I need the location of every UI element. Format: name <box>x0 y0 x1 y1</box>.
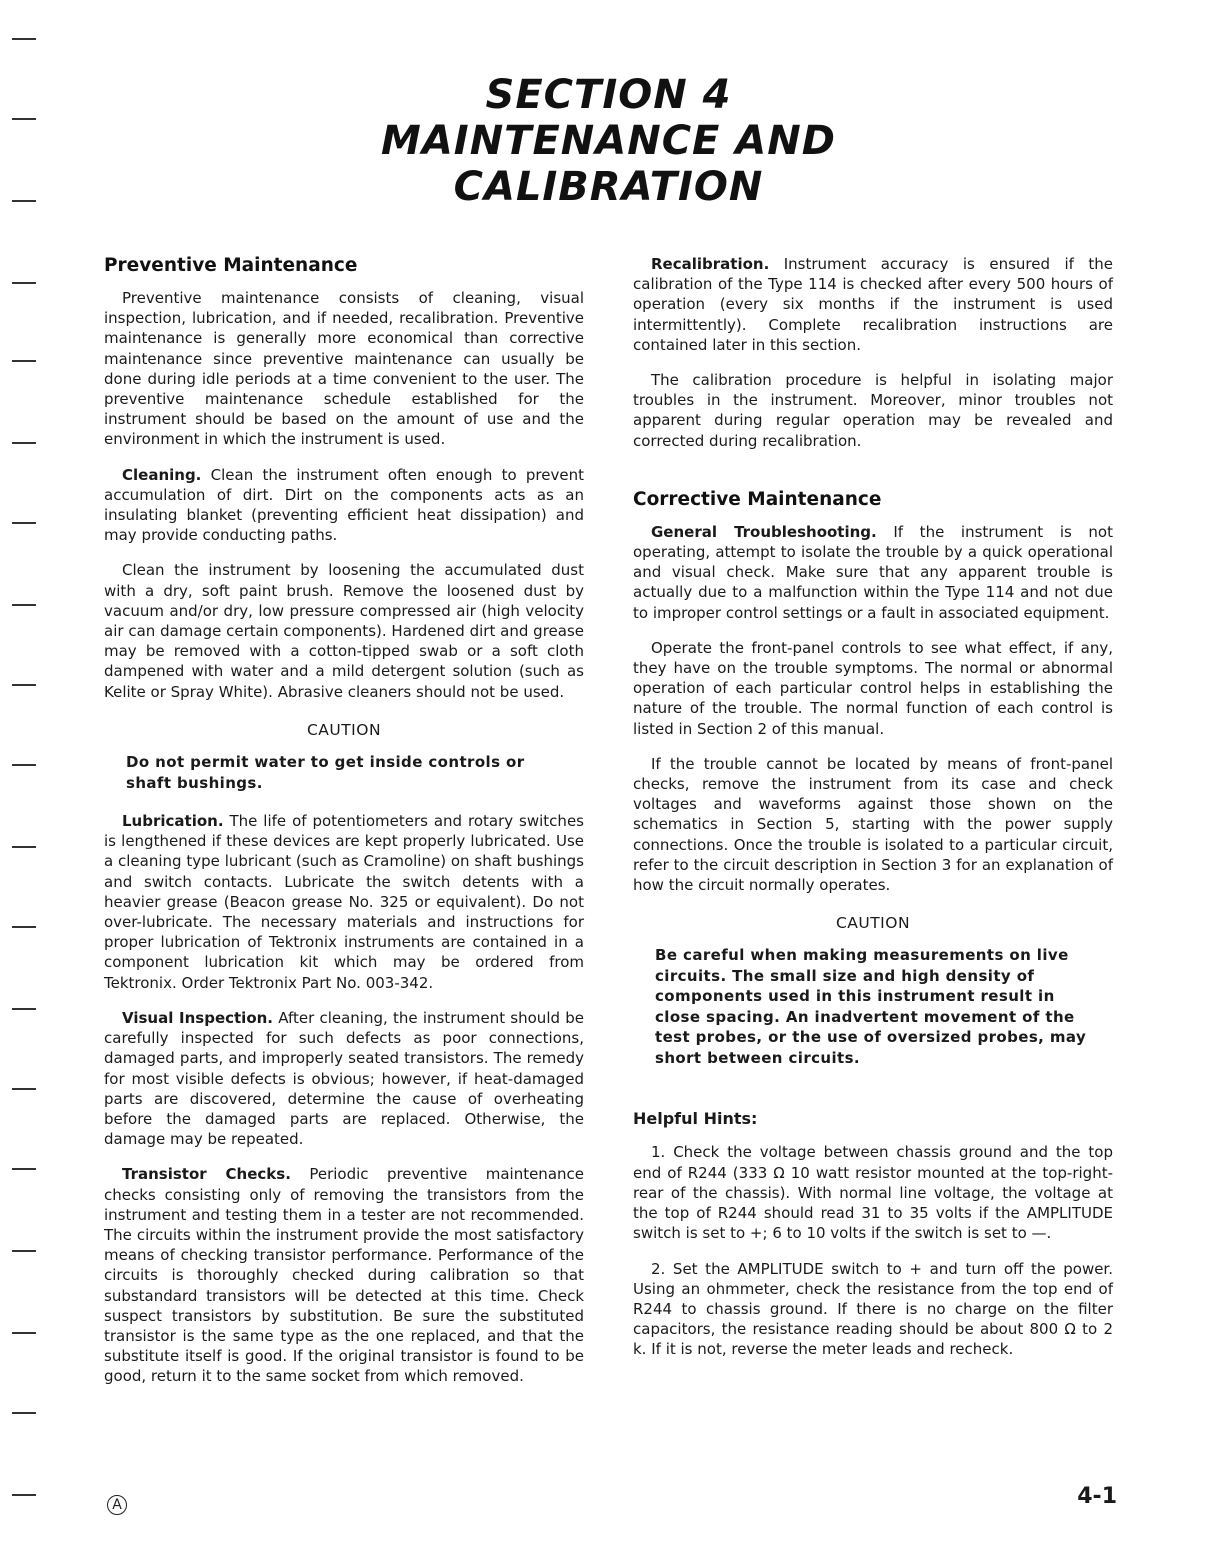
heading-preventive-maintenance: Preventive Maintenance <box>104 255 358 276</box>
lead-visual-inspection: Visual Inspection. <box>122 1008 274 1027</box>
paragraph-cleaning-2: Clean the instrument by loosening the accumulated dust with a dry, soft paint brush. Remove the loosened dust by vacuum and/or dry, low pressure compressed air (high velocity air can damage certain components). Hardened dirt and grease may be removed with a cotton-tipped swab or a soft cloth dampened with water and a mild detergent solution (such as Kelite or Spray White). Abrasive cleaners should not be used. <box>104 561 584 701</box>
text-visual-inspection: After cleaning, the instrument should be carefully inspected for such defects as poor connections, damaged parts, and improperly seated transistors. The remedy for most visible defects is obvious; however, if heat-damaged parts are discovered, determine the cause of overheating before the damaged parts are replaced. Otherwise, the damage may be repeated. <box>104 1008 584 1149</box>
text-general-troubleshooting: If the instrument is not operating, attempt to isolate the trouble by a quick operational and visual check. Make sure that any apparent trouble is actually due to a malfunction within the Type 114 and not due to improper control settings or a fault in associated equipment. <box>633 522 1113 622</box>
section-title-line: MAINTENANCE AND <box>381 118 836 164</box>
binding-mark <box>12 522 36 524</box>
page-number: 4-1 <box>1077 1484 1117 1509</box>
paragraph-hint-1: 1. Check the voltage between chassis ground and the top end of R244 (333 Ω 10 watt resistor mounted at the top-right-rear of the chassis). With normal line voltage, the voltage at the top of R244 should read 31 to 35 volts if the AMPLITUDE switch is set to +; 6 to 10 volts if the switch is set to —. <box>633 1143 1113 1243</box>
paragraph-general-troubleshooting <box>633 522 1113 623</box>
paragraph-operate-controls: Operate the front-panel controls to see what effect, if any, they have on the trouble symptoms. The normal or abnormal operation of each particular control helps in establishing the nature of the trouble. The normal function of each control is listed in Section 2 of this manual. <box>633 638 1113 738</box>
section-title-line: SECTION 4 <box>485 72 732 118</box>
binding-mark <box>12 684 36 686</box>
right-column <box>633 254 1113 1375</box>
paragraph-visual-inspection <box>104 1008 584 1149</box>
spacer <box>633 466 1113 488</box>
lead-general-troubleshooting: General Troubleshooting. <box>651 522 877 541</box>
footer-mark: A <box>107 1495 127 1515</box>
paragraph-recalibration-2: The calibration procedure is helpful in isolating major troubles in the instrument. Moreover, minor troubles not apparent during regular operation may be revealed and corrected during recalibration. <box>633 371 1113 450</box>
text-lubrication: The life of potentiometers and rotary switches is lengthened if these devices are kept properly lubricated. Use a cleaning type lubricant (such as Cramoline) on shaft bushings and switch contacts. Lubricate the switch detents with a heavier grease (Beacon grease No. 325 or equivalent). Do not over-lubricate. The necessary materials and instructions for proper lubrication of Tektronix instruments are contained in a component lubrication kit which may be ordered from Tektronix. Order Tektronix Part No. 003-342. <box>104 812 584 992</box>
heading-helpful-hints: Helpful Hints: <box>633 1109 758 1129</box>
binding-mark <box>12 38 36 40</box>
caution-text: Be careful when making measurements on live circuits. The small size and high density of components used in this instrument result in close spacing. An inadvertent movement of the test probes, or the use of oversized probes, may short between circuits. <box>655 946 1087 1067</box>
binding-mark <box>12 442 36 444</box>
caution-heading: CAUTION <box>835 914 911 933</box>
lead-cleaning: Cleaning. <box>122 465 202 484</box>
section-title-line: CALIBRATION <box>453 164 764 210</box>
paragraph-cleaning <box>104 465 584 546</box>
binding-mark <box>12 1088 36 1090</box>
binding-mark <box>12 1412 36 1414</box>
binding-mark <box>12 1494 36 1496</box>
lead-recalibration: Recalibration. <box>651 255 770 273</box>
section-title <box>0 72 1217 210</box>
binding-mark <box>12 282 36 284</box>
lead-lubrication: Lubrication. <box>122 812 224 831</box>
spacer <box>633 1086 1113 1108</box>
binding-mark <box>12 1250 36 1252</box>
left-column <box>104 254 584 1402</box>
binding-mark <box>12 604 36 606</box>
binding-mark <box>12 926 36 928</box>
text-transistor-checks: Periodic preventive maintenance checks consisting only of removing the transistors from the instrument and testing them in a tester are not recommended. The circuits within the instrument provide the most satisfactory means of checking transistor performance. Performance of the circuits is thoroughly checked during calibration so that substandard transistors will be detected at this time. Check suspect transistors by substitution. Be sure the substituted transistor is the same type as the one replaced, and that the substitute itself is good. If the original transistor is found to be good, return it to the same socket from which removed. <box>104 1165 584 1386</box>
paragraph-transistor-checks <box>104 1164 584 1386</box>
binding-mark <box>12 1332 36 1334</box>
heading-corrective-maintenance: Corrective Maintenance <box>633 488 882 510</box>
text-recalibration: Instrument accuracy is ensured if the calibration of the Type 114 is checked after every 500 hours of operation (every six months if the instrument is used intermittently). Complete recalibration instructions are contained later in this section. <box>633 255 1113 354</box>
caution-heading: CAUTION <box>306 720 382 739</box>
lead-transistor-checks: Transistor Checks. <box>122 1165 291 1184</box>
binding-mark <box>12 764 36 766</box>
text-cleaning: Clean the instrument often enough to prevent accumulation of dirt. Dirt on the components acts as an insulating blanket (preventing efficient heat dissipation) and may provide conducting paths. <box>104 465 584 545</box>
paragraph-recalibration <box>633 254 1113 355</box>
binding-mark <box>12 1168 36 1170</box>
binding-mark <box>12 846 36 848</box>
binding-mark <box>12 1008 36 1010</box>
binding-mark <box>12 360 36 362</box>
paragraph-front-panel-checks: If the trouble cannot be located by means of front-panel checks, remove the instrument from its case and check voltages and waveforms against those shown on the schematics in Section 5, starting with the power supply connections. Once the trouble is isolated to a particular circuit, refer to the circuit description in Section 3 for an explanation of how the circuit normally operates. <box>633 754 1113 895</box>
paragraph-intro: Preventive maintenance consists of cleaning, visual inspection, lubrication, and if needed, recalibration. Preventive maintenance is generally more economical than corrective maintenance since preventive maintenance can usually be done during idle periods at a time convenient to the user. The preventive maintenance schedule established for the instrument should be based on the amount of use and the environment in which the instrument is used. <box>104 289 584 449</box>
paragraph-hint-2: 2. Set the AMPLITUDE switch to + and turn off the power. Using an ohmmeter, check the resistance from the top end of R244 to chassis ground. If there is no charge on the filter capacitors, the resistance reading should be about 800 Ω to 2 k. If it is not, reverse the meter leads and recheck. <box>633 1259 1113 1359</box>
caution-text: Do not permit water to get inside controls or shaft bushings. <box>126 753 525 792</box>
paragraph-lubrication <box>104 811 584 993</box>
